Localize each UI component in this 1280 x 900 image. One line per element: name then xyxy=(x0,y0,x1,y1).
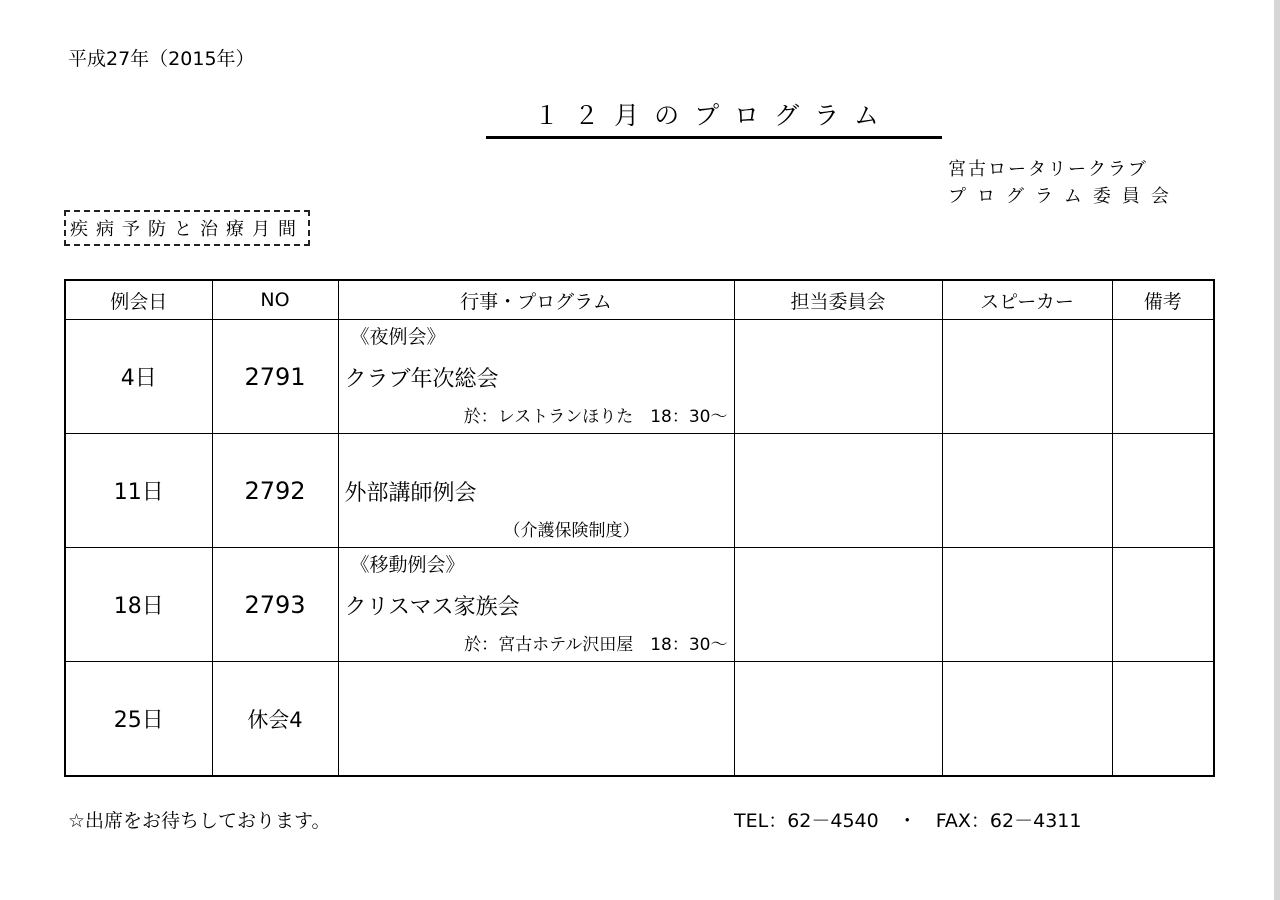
meeting-number: 2793 xyxy=(212,548,338,662)
speaker-cell xyxy=(942,434,1112,548)
organization-block xyxy=(948,156,1180,210)
committee-cell xyxy=(734,548,942,662)
speaker-cell xyxy=(942,320,1112,434)
meeting-date: 18日 xyxy=(65,548,212,662)
committee-cell xyxy=(734,662,942,777)
speaker-cell xyxy=(942,662,1112,777)
era-year: 平成27年（2015年） xyxy=(68,48,255,70)
program-venue: 於：宮古ホテル沢田屋 18：30～ xyxy=(464,635,728,655)
col-header-program: 行事・プログラム xyxy=(338,280,734,320)
meeting-number: 休会4 xyxy=(212,662,338,777)
document-title: １２月のプログラム xyxy=(486,96,942,139)
col-header-date: 例会日 xyxy=(65,280,212,320)
organization-name: 宮古ロータリークラブ xyxy=(948,159,1148,180)
program-venue: 於：レストランほりた 18：30～ xyxy=(463,407,728,427)
program-title: クラブ年次総会 xyxy=(344,367,499,392)
meeting-date: 4日 xyxy=(65,320,212,434)
col-header-speaker: スピーカー xyxy=(942,280,1112,320)
meeting-date: 11日 xyxy=(65,434,212,548)
program-title: 外部講師例会 xyxy=(344,481,477,506)
program-table xyxy=(64,279,1215,777)
meeting-number: 2792 xyxy=(212,434,338,548)
program-note: （介護保険制度） xyxy=(503,521,640,541)
remarks-cell xyxy=(1112,434,1214,548)
program-cell xyxy=(338,662,734,777)
program-cell xyxy=(338,320,734,434)
committee-name: プログラム委員会 xyxy=(948,186,1180,207)
table-row xyxy=(65,548,1214,662)
table-row xyxy=(65,662,1214,777)
speaker-cell xyxy=(942,548,1112,662)
table-row xyxy=(65,320,1214,434)
meeting-number: 2791 xyxy=(212,320,338,434)
attendance-note: ☆出席をお待ちしております。 xyxy=(68,810,331,832)
remarks-cell xyxy=(1112,662,1214,777)
program-cell xyxy=(338,434,734,548)
remarks-cell xyxy=(1112,320,1214,434)
program-tag: 《夜例会》 xyxy=(350,326,446,348)
col-header-committee: 担当委員会 xyxy=(734,280,942,320)
table-row xyxy=(65,434,1214,548)
remarks-cell xyxy=(1112,548,1214,662)
program-title: クリスマス家族会 xyxy=(344,595,520,620)
program-cell xyxy=(338,548,734,662)
program-tag: 《移動例会》 xyxy=(350,554,465,576)
monthly-theme: 疾病予防と治療月間 xyxy=(64,210,310,246)
table-header-row xyxy=(65,280,1214,320)
committee-cell xyxy=(734,320,942,434)
col-header-remarks: 備考 xyxy=(1112,280,1214,320)
committee-cell xyxy=(734,434,942,548)
page-edge xyxy=(1274,0,1280,900)
meeting-date: 25日 xyxy=(65,662,212,777)
contact-info: TEL：62－4540 ・ FAX：62－4311 xyxy=(734,810,1082,832)
col-header-no: NO xyxy=(212,280,338,320)
